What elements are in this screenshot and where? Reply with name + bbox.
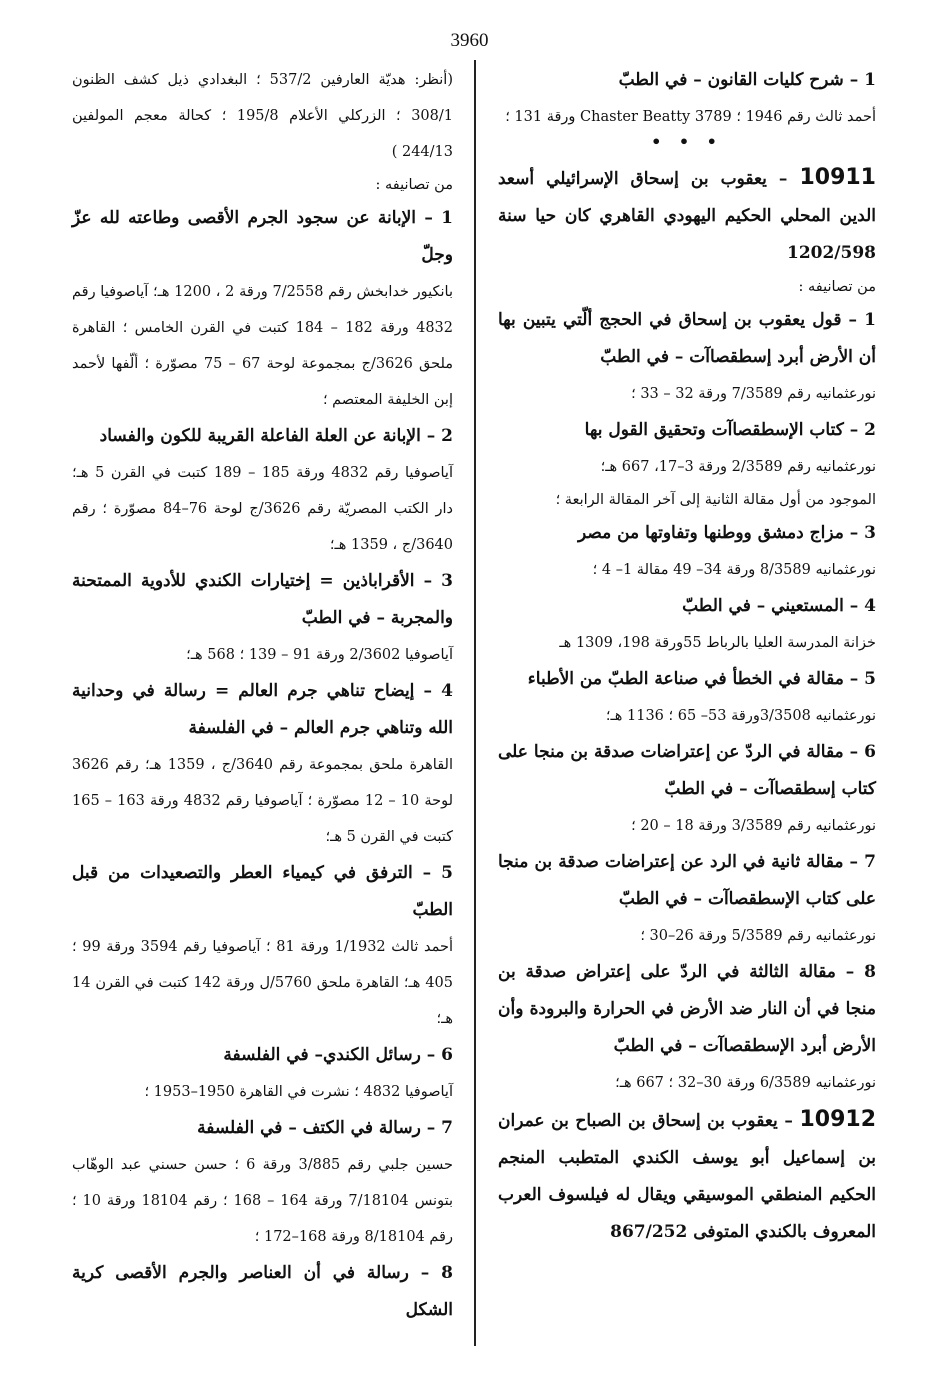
- entry-text: – يعقوب بن إسحاق الإسرائيلي أسعد الدين المحلي الحكيم اليهودي القاهري كان حيا سنة 1202/598: [498, 169, 876, 263]
- entry-item-ref: آياصوفيا رقم 4832 ورقة 185 – 189 كتبت في القرن 5 هـ؛ دار الكتب المصريّة رقم 3626/ج لوحة 76–84 مصوّرة ؛ رقم 3640/ج ، 1359 هـ؛: [72, 465, 454, 553]
- entry-10912: [498, 1101, 876, 1251]
- page-number: 3960: [450, 30, 489, 51]
- entry-item-ref: خزانة المدرسة العليا بالرباط 55ورقة 198، 1309 هـ: [559, 635, 876, 651]
- entry-item-title: 6 – مقالة في الردّ عن إعتراضات صدقة بن منجا على كتاب إسطقصاآت – في الطبّ: [498, 742, 876, 799]
- entry-item-title: 1 – الإبانة عن سجود الجرم الأقصى وطاعته لله عزّ وجلّ: [72, 208, 453, 265]
- entry-text: – يعقوب بن إسحاق بن الصباح بن عمران بن إسماعيل أبو يوسف الكندي المتطبب المنجم الحكيم المنطقي الموسيقي ويقال له فيلسوف العرب المعروف بالكندي المتوفى 867/252: [498, 1111, 876, 1242]
- entry-item-title: 5 – مقالة في الخطأ في صناعة الطبّ من الأطباء: [527, 669, 876, 689]
- entry-item-ref: القاهرة ملحق بمجموعة رقم 3640/ج ، 1359 هـ؛ رقم 3626 لوحة 10 – 12 مصوّرة ؛ آياصوفيا رقم 4832 ورقة 163 – 165 كتبت في القرن 5 هـ؛: [72, 757, 454, 845]
- entry-item-ref: آياصوفيا 2/3602 ورقة 91 – 139 ؛ 568 هـ؛: [186, 647, 453, 663]
- entry-item-title: 2 – كتاب الإسطقصاآت وتحقيق القول بها: [584, 420, 876, 440]
- works-label: من تصانيفه :: [375, 177, 453, 193]
- entry-item-title: 8 – مقالة الثالثة في الردّ على إعتراض صدقة بن منجا في أن النار ضد الأرض في الحرارة والبرودة وأن الأرض أبرد الإسطقصاآت – في الطبّ: [498, 962, 876, 1056]
- entry-10911: [498, 159, 876, 272]
- entry-item-ref: نورعثمانيه رقم 3/3589 ورقة 18 – 20 ؛: [631, 818, 876, 834]
- entry-item-title: 1 – شرح كليات القانون – في الطبّ: [618, 70, 876, 90]
- entry-item-ref: نورعثمانيه رقم 7/3589 ورقة 32 – 33 ؛: [631, 386, 876, 402]
- entry-item-ref: بانكيور خدابخش رقم 7/2558 ورقة 2 ، 1200 هـ؛ آياصوفيا رقم 4832 ورقة 182 – 184 كتبت في القرن الخامس ؛ القاهرة ملحق 3626/ج بمجموعة لوحة 67 – 75 مصوّرة ؛ ألّفها لأحمد إبن الخليفة المعتصم ؛: [72, 284, 454, 408]
- entry-item-title: 6 – رسائل الكندي– في الفلسفة: [223, 1045, 453, 1065]
- entry-item-ref: نورعثمانيه 6/3589 ورقة 30–32 ؛ 667 هـ؛: [615, 1075, 876, 1091]
- entry-item-title: 5 – الترفق في كيمياء العطر والتصعيدات من قبل الطبّ: [72, 863, 453, 920]
- column-divider: [474, 60, 476, 1346]
- entry-item-title: 4 – المستعيني – في الطبّ: [682, 596, 876, 616]
- entry-item-ref: أحمد ثالث 1/1932 ورقة 81 ؛ آياصوفيا رقم 3594 ورقة 99 ؛ 405 هـ؛ القاهرة ملحق 5760/ل ورقة 142 كتبت في القرن 14 هـ؛: [72, 939, 454, 1027]
- works-label: من تصانيفه :: [798, 279, 876, 295]
- entry-number: 10911: [799, 165, 876, 190]
- entry-item-ref: حسين جلبي رقم 3/885 ورقة 6 ؛ حسن حسني عبد الوهّاب بتونس 7/18104 ورقة 164 – 168 ؛ رقم 18104 ورقة 10 ؛ رقم 8/18104 ورقة 168–172 ؛: [72, 1157, 453, 1245]
- entry-item-ref: نورعثمانيه رقم 5/3589 ورقة 26–30 ؛: [640, 928, 876, 944]
- left-column: [72, 62, 453, 1329]
- entry-item-ref: نورعثمانيه 8/3589 ورقة 34– 49 مقالة 1– 4 ؛: [592, 562, 876, 578]
- entry-item-title: 3 – مزاج دمشق ووطنها وتفاوتها من مصر: [577, 523, 876, 543]
- entry-item-ref: آياصوفيا 4832 ؛ نشرت في القاهرة 1950–1953 ؛: [144, 1084, 453, 1100]
- entry-item-ref: نورعثمانيه رقم 2/3589 ورقة 3–17، 667 هـ؛: [600, 459, 876, 475]
- entry-item-title: 8 – رسالة في أن العناصر والجرم الأقصى كرية الشكل: [72, 1263, 453, 1320]
- entry-item-title: 4 – إيضاح تناهي جرم العالم = رسالة في وحدانية الله وتناهي جرم العالم – في الفلسفة: [72, 681, 453, 738]
- entry-item-note: الموجود من أول مقالة الثانية إلى آخر المقالة الرابعة ؛: [555, 492, 876, 508]
- separator-dots: • • •: [651, 132, 723, 151]
- entry-item-title: 3 – الأقراباذين = إختيارات الكندي للأدوية الممتحنة والمجربة – في الطبّ: [72, 571, 453, 628]
- entry-item-title: 1 – قول يعقوب بن إسحاق في الحجج ألّتي يتبين بها أن الأرض أبرد إسطقصاآت – في الطبّ: [498, 310, 876, 367]
- sources-note: (أنظر: هديّة العارفين 537/2 ؛ البغدادي ذيل كشف الظنون 308/1 ؛ الزركلي الأعلام 195/8 ؛ كحالة معجم المولفين 244/13 ): [72, 72, 453, 160]
- entry-item-ref: أحمد ثالث رقم 1946 ؛ Chaster Beatty 3789 ورقة 131 ؛: [505, 109, 876, 125]
- entry-item-title: 7 – رسالة في الكتف – في الفلسفة: [197, 1118, 453, 1138]
- entry-item-title: 7 – مقالة ثانية في الرد عن إعتراضات صدقة بن منجا على كتاب الإسطقصاآت – في الطبّ: [498, 852, 876, 909]
- entry-item-title: 2 – الإبانة عن العلة الفاعلة القريبة للكون والفساد: [99, 426, 453, 446]
- entry-number: 10912: [799, 1107, 877, 1132]
- right-column: [498, 62, 876, 1251]
- entry-item-ref: نورعثمانيه 3/3508ورقة 53– 65 ؛ 1136 هـ؛: [605, 708, 876, 724]
